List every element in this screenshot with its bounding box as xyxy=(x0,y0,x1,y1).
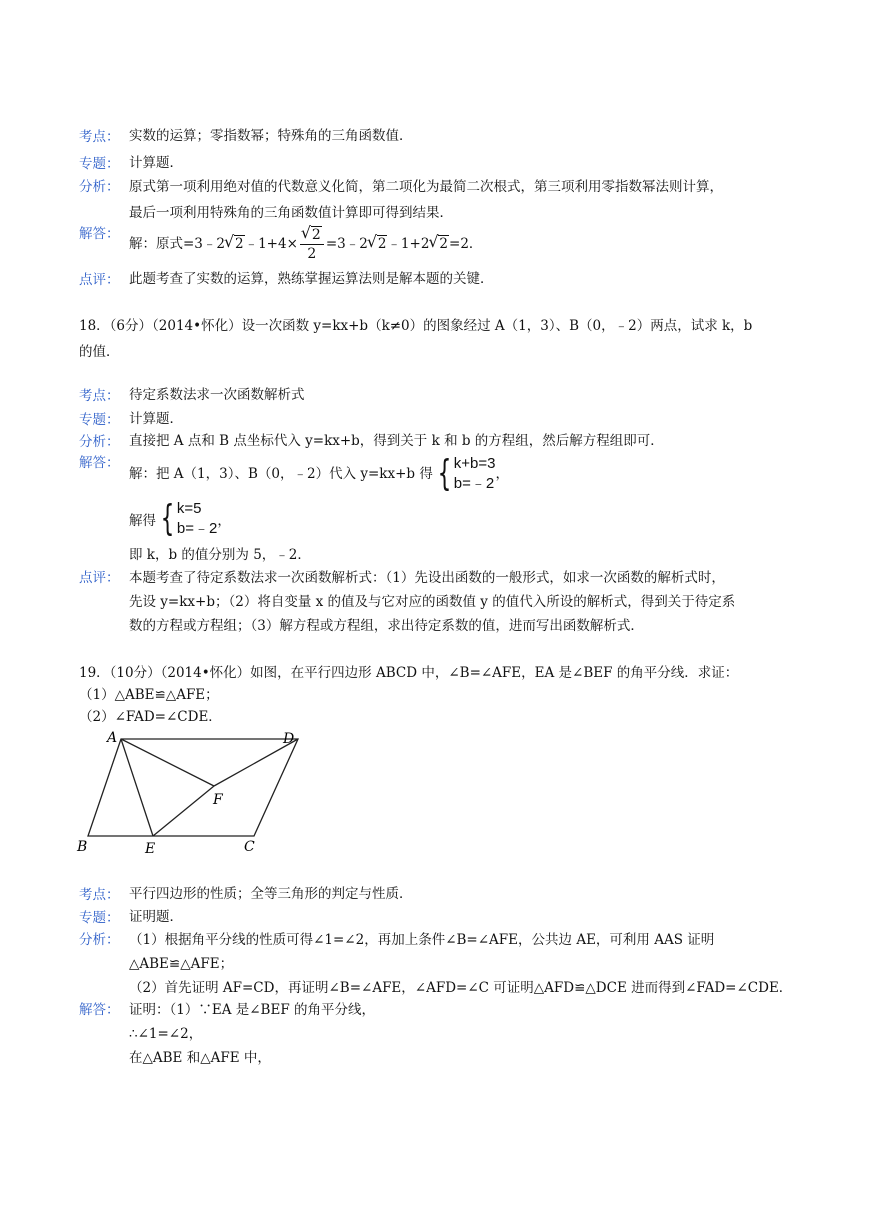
q17-fenxi-row xyxy=(79,174,819,226)
kaodian-text: 实数的运算；零指数幂；特殊角的三角函数值． xyxy=(129,128,413,144)
q18-question-cont: 的值． xyxy=(79,344,120,360)
label-f: F xyxy=(213,792,223,808)
zhuanti-text: 证明题． xyxy=(129,909,183,925)
fenxi-line: 原式第一项利用绝对值的代数意义化简，第二项化为最简二次根式，第三项利用零指数幂法则计算， xyxy=(129,179,723,195)
jieda-formula xyxy=(129,222,819,263)
label-e: E xyxy=(145,841,156,857)
equation: k+b=3 xyxy=(453,455,496,472)
q17-dianping-row xyxy=(79,268,819,290)
jieda-line: 在△ABE 和△AFE 中， xyxy=(129,1050,271,1066)
q18-fenxi-row xyxy=(79,430,819,452)
radicand: 2 xyxy=(439,236,449,252)
jieda-tag: 解答： xyxy=(79,226,120,242)
q17-kaodian-row xyxy=(79,125,819,147)
equation-system xyxy=(433,454,496,494)
dianping-tag: 点评： xyxy=(79,570,120,586)
equation-system xyxy=(156,499,217,539)
q18-kaodian-row xyxy=(79,384,819,406)
dianping-line: 先设 y=kx+b；（2）将自变量 x 的值及与它对应的函数值 y 的值代入所设的解析式，得到关于待定系 xyxy=(129,594,736,610)
q18-dianping-row xyxy=(79,566,819,638)
fenxi-tag: 分析： xyxy=(79,179,120,195)
brace-icon: { xyxy=(160,498,175,539)
segment-ae xyxy=(121,739,153,836)
comma: ， xyxy=(495,466,509,482)
kaodian-tag: 考点： xyxy=(79,129,120,145)
dianping-text xyxy=(129,566,819,638)
dianping-text: 此题考查了实数的运算，熟练掌握运算法则是解本题的关键． xyxy=(129,271,494,287)
frac-numerator: 2 xyxy=(311,227,321,243)
fenxi-line: （2）首先证明 AF=CD，再证明∠B=∠AFE，∠AFD=∠C 可证明△AFD≌△DCE 进而得到∠FAD=∠CDE． xyxy=(129,980,793,996)
q17-zhuanti-row xyxy=(79,152,819,174)
label-b: B xyxy=(77,839,88,855)
sqrt-symbol xyxy=(368,231,388,257)
q19-sub1: （1）△ABE≌△AFE； xyxy=(79,687,219,703)
label-c: C xyxy=(244,839,255,855)
zhuanti-text: 计算题． xyxy=(129,155,183,171)
sqrt-symbol xyxy=(429,231,449,257)
radicand: 2 xyxy=(377,236,387,252)
fenxi-tag: 分析： xyxy=(79,434,120,450)
segment-ef xyxy=(153,786,214,836)
radicand: 2 xyxy=(235,236,244,252)
jieda-line: ∴∠1=∠2， xyxy=(129,1026,203,1042)
jieda-text xyxy=(129,451,819,497)
formula-part: =3﹣2 xyxy=(325,236,368,252)
kaodian-tag: 考点： xyxy=(79,887,120,903)
jieda-tag: 解答： xyxy=(79,455,120,471)
jieda-line: 解：把 A（1，3）、B（0，﹣2）代入 y=kx+b 得 xyxy=(129,466,433,482)
fraction xyxy=(300,226,324,263)
dianping-line: 数的方程或方程组；（3）解方程或方程组，求出待定系数的值，进而写出函数解析式． xyxy=(129,618,644,634)
kaodian-text: 待定系数法求一次函数解析式 xyxy=(129,387,305,403)
fenxi-line: △ABE≌△AFE； xyxy=(129,956,234,972)
fenxi-line: （1）根据角平分线的性质可得∠1=∠2，再加上条件∠B=∠AFE，公共边 AE，可利用 AAS 证明 xyxy=(129,932,715,948)
comma: ， xyxy=(217,513,231,529)
label-a: A xyxy=(107,730,118,746)
jieda-line: 证明：（1）∵EA 是∠BEF 的角平分线， xyxy=(129,1002,375,1018)
parallelogram-figure xyxy=(72,726,312,858)
q19-question: 19．（10分）（2014•怀化）如图，在平行四边形 ABCD 中，∠B=∠AFE，EA 是∠BEF 的角平分线．求证： xyxy=(79,665,739,681)
zhuanti-tag: 专题： xyxy=(79,156,120,172)
parallelogram-abcd xyxy=(88,739,298,836)
q19-kaodian-row xyxy=(79,883,819,905)
zhuanti-text: 计算题． xyxy=(129,411,183,427)
q18-solve-line xyxy=(129,496,231,542)
dianping-tag: 点评： xyxy=(79,272,120,288)
q18-result: 即 k，b 的值分别为 5，﹣2． xyxy=(129,547,311,563)
dianping-line: 本题考查了待定系数法求一次函数解析式：（1）先设出函数的一般形式，如求一次函数的解析式时， xyxy=(129,570,725,586)
sqrt-symbol xyxy=(225,231,245,257)
brace-icon: { xyxy=(437,453,452,494)
formula-part: 解：原式=3﹣2 xyxy=(129,236,225,252)
formula-part: ﹣1+2 xyxy=(387,236,430,252)
q19-zhuanti-row xyxy=(79,906,819,928)
frac-denominator: 2 xyxy=(307,246,317,262)
kaodian-tag: 考点： xyxy=(79,388,120,404)
kaodian-text: 平行四边形的性质；全等三角形的判定与性质． xyxy=(129,886,413,902)
fenxi-text xyxy=(129,928,819,1000)
label-d: D xyxy=(283,731,295,747)
zhuanti-tag: 专题： xyxy=(79,412,120,428)
q18-question: 18．（6分）（2014•怀化）设一次函数 y=kx+b（k≠0）的图象经过 A（1，3）、B（0，﹣2）两点，试求 k，b xyxy=(79,318,753,334)
q18-zhuanti-row xyxy=(79,408,819,430)
q19-sub2: （2）∠FAD=∠CDE． xyxy=(79,709,222,725)
equation: b=﹣2 xyxy=(176,520,218,537)
q17-jieda-row xyxy=(79,222,819,263)
zhuanti-tag: 专题： xyxy=(79,910,120,926)
jieda-text xyxy=(129,998,819,1070)
q18-jieda-row xyxy=(79,451,819,497)
jieda-tag: 解答： xyxy=(79,1002,120,1018)
equation: b=﹣2 xyxy=(453,475,495,492)
equation: k=5 xyxy=(176,500,202,517)
fenxi-text: 直接把 A 点和 B 点坐标代入 y=kx+b，得到关于 k 和 b 的方程组，然后解方程组即可． xyxy=(129,433,664,449)
q19-fenxi-row xyxy=(79,928,819,1000)
segment-af xyxy=(121,739,214,786)
fenxi-text xyxy=(129,174,819,226)
q19-jieda-row xyxy=(79,998,819,1070)
fenxi-line: 最后一项利用特殊角的三角函数值计算即可得到结果． xyxy=(129,205,453,221)
formula-part: =2． xyxy=(449,236,483,252)
jieda-line: 解得 xyxy=(129,513,156,529)
formula-part: ﹣1+4× xyxy=(244,236,298,252)
fenxi-tag: 分析： xyxy=(79,932,120,948)
